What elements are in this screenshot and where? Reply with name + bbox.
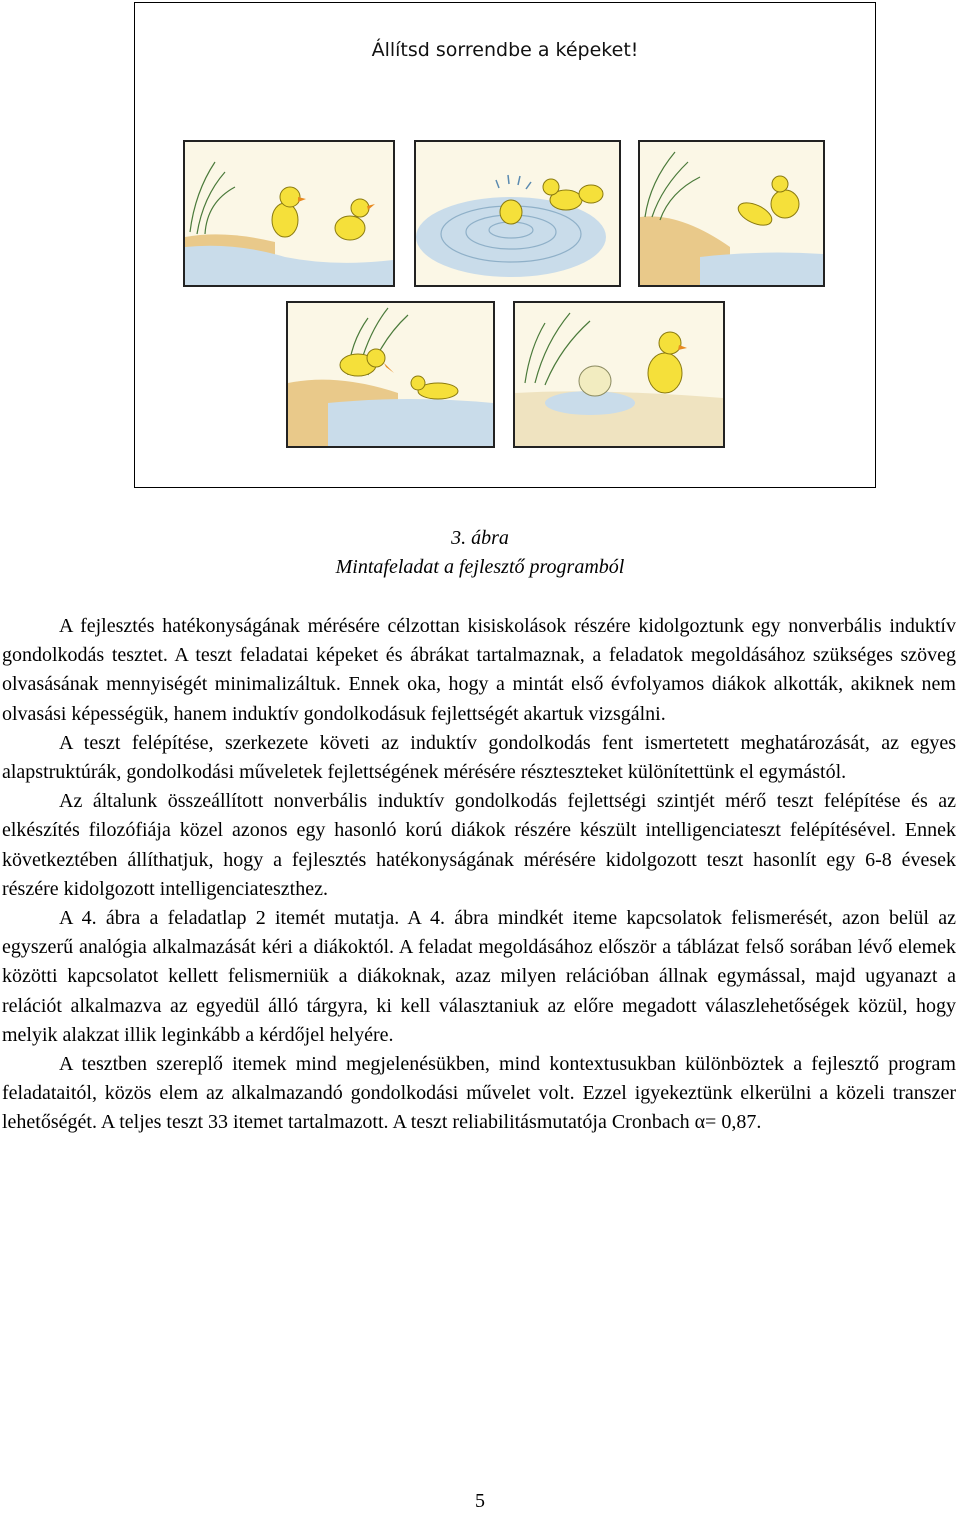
figure-caption-title: Mintafeladat a fejlesztő programból bbox=[335, 556, 625, 578]
duckling-panel-5 bbox=[513, 301, 725, 448]
duckling-panel-1 bbox=[183, 140, 395, 287]
duckling-panel-2 bbox=[414, 140, 621, 287]
duckling-illustration-5 bbox=[515, 303, 723, 446]
duckling-illustration-1 bbox=[185, 142, 393, 285]
paragraph: Az általunk összeállított nonverbális induktív gondolkodás fejlettségi szintjét mérő teszt felépítése és az elkészítés filozófiája közel azonos egy hasonló korú diákok részére készült intelligenciateszt felépítésével. Ennek következtében állíthatjuk, hogy a fejlesztés hatékonyságának mérésére kidolgozott teszt hasonlít egy 6-8 évesek részére kidolgozott intelligenciateszthez. bbox=[2, 790, 956, 900]
paragraph: A tesztben szereplő itemek mind megjelenésükben, mind kontextusukban különböztek a fejlesztő program feladataitól, közös elem az alkalmazandó gondolkodási művelet volt. Ezzel igyekeztünk elkerülni a közeli transzer lehetőségét. A teljes teszt 33 itemet tartalmazott. A teszt reliabilitásmutatója Cronbach α= 0,87. bbox=[2, 1053, 956, 1134]
figure-title: Állítsd sorrendbe a képeket! bbox=[371, 39, 639, 61]
paragraph: A 4. ábra a feladatlap 2 itemét mutatja. A 4. ábra mindkét iteme kapcsolatok felismerését, azon belül az egyszerű analógia alkalmazását kéri a diákoktól. A feladat megoldásához először a táblázat felső sorában lévő elemek közötti kapcsolatot kellett felismerniük a diákoknak, azaz milyen relációban állnak egymással, majd ugyanazt a relációt alkalmazva az egyedül álló tárgyra, ki kell választaniuk az előre megadott válaszlehetőségek közül, hogy melyik alakzat illik leginkább a kérdőjel helyére. bbox=[2, 907, 956, 1046]
body-text bbox=[2, 612, 956, 1138]
duckling-panel-3 bbox=[638, 140, 825, 287]
duckling-illustration-3 bbox=[640, 142, 823, 285]
figure-caption-number: 3. ábra bbox=[451, 527, 509, 549]
paragraph: A fejlesztés hatékonyságának mérésére célzottan kisiskolások részére kidolgoztunk egy nonverbális induktív gondolkodás tesztet. A teszt feladatai képeket és ábrákat tartalmaznak, a feladatok megoldásához szükséges szöveg olvasásának mennyiségét minimalizáltuk. Ennek oka, hogy a mintát első évfolyamos diákok alkották, akiknek nem olvasási képességük, hanem induktív gondolkodásuk fejlettségét akartuk vizsgálni. bbox=[2, 615, 956, 725]
duckling-panel-4 bbox=[286, 301, 495, 448]
duckling-illustration-4 bbox=[288, 303, 493, 446]
figure-frame bbox=[134, 2, 876, 488]
page-number: 5 bbox=[475, 1490, 485, 1512]
paragraph: A teszt felépítése, szerkezete követi az induktív gondolkodás fent ismertetett meghatározását, az egyes alapstruktúrák, gondolkodási műveletek fejlettségének mérésére részteszteket különítettünk el egymástól. bbox=[2, 731, 956, 784]
duckling-illustration-2 bbox=[416, 142, 619, 285]
